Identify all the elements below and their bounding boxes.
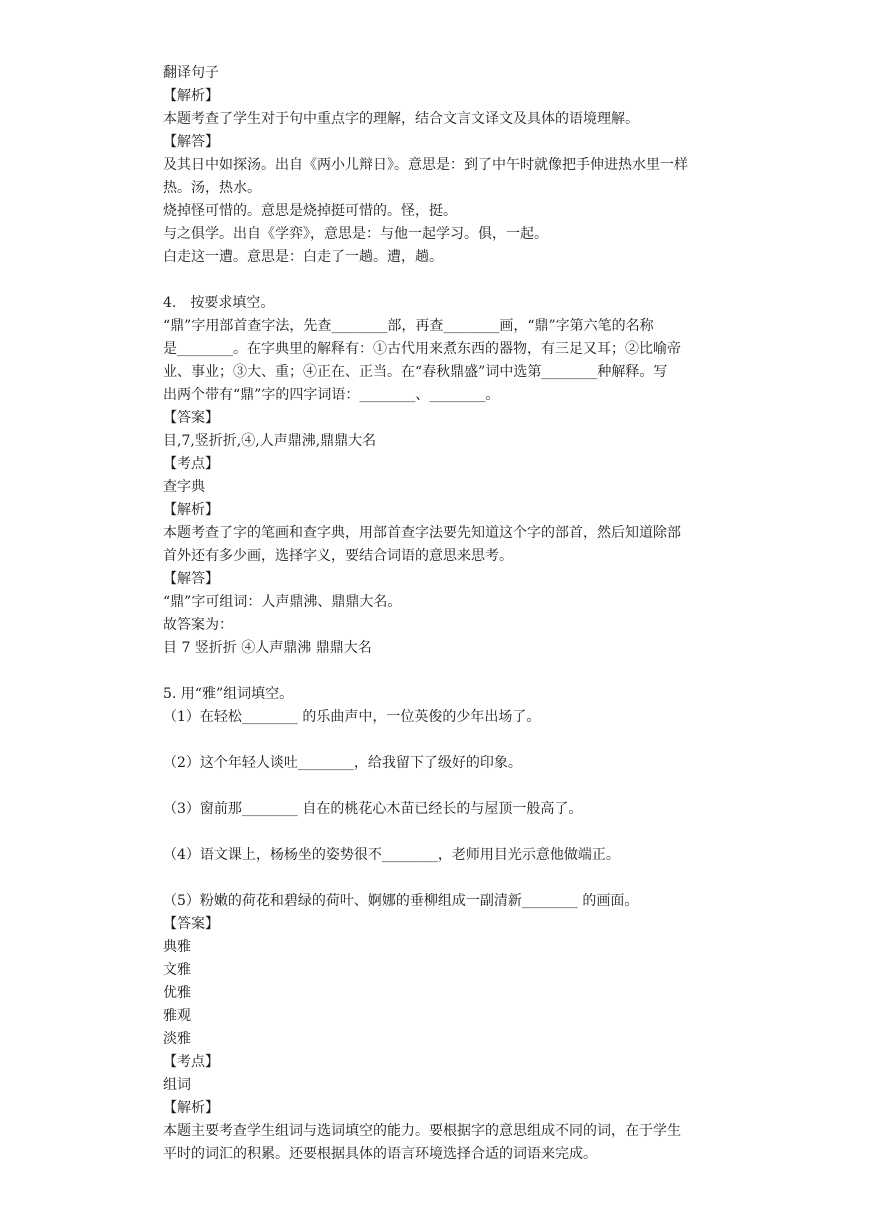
solution-label: 【解答】 <box>163 571 219 587</box>
point-label: 【考点】 <box>163 456 219 472</box>
answer-label: 【答案】 <box>163 916 219 932</box>
answer-text: 优雅 <box>163 985 191 1001</box>
point-text: 查字典 <box>163 479 205 495</box>
question-5-item: （3）窗前那________ 自在的桃花心木苗已经长的与屋顶一般高了。 <box>163 801 583 817</box>
analysis-line: 本题考查了字的笔画和查字典，用部首查字法要先知道这个字的部首，然后知道除部 <box>163 525 681 541</box>
answer-text: 文雅 <box>163 962 191 978</box>
solution-line: 热。汤，热水。 <box>163 180 261 196</box>
solution-line: 故答案为： <box>163 617 233 633</box>
solution-line: 烧掉怪可惜的。意思是烧掉挺可惜的。怪，挺。 <box>163 203 457 219</box>
solution-line: 白走这一遭。意思是：白走了一趟。遭，趟。 <box>163 249 443 265</box>
point-text: 组词 <box>163 1077 191 1093</box>
point-label: 【考点】 <box>163 1054 219 1070</box>
solution-line: 及其日中如探汤。出自《两小儿辩日》。意思是：到了中午时就像把手伸进热水里一样 <box>163 157 688 173</box>
analysis-label: 【解析】 <box>163 1100 219 1116</box>
answer-text: 雅观 <box>163 1008 191 1024</box>
solution-line: 与之俱学。出自《学弈》，意思是：与他一起学习。俱，一起。 <box>163 226 548 242</box>
answer-label: 【答案】 <box>163 410 219 426</box>
question-5-item: （1）在轻松________ 的乐曲声中，一位英俊的少年出场了。 <box>163 709 541 725</box>
question-5-title: 5. 用“雅”组词填空。 <box>163 686 294 702</box>
question-4-line: 业、事业；③大、重；④正在、正当。在“春秋鼎盛”词中选第________种解释。写 <box>163 364 668 380</box>
question-4-line: “鼎”字用部首查字法，先查________部，再查________画，“鼎”字第六笔的名称 <box>163 318 654 334</box>
solution-line: 目 7 竖折折 ④人声鼎沸 鼎鼎大名 <box>163 640 372 656</box>
analysis-line: 平时的词汇的积累。还要根据具体的语言环境选择合适的词语来完成。 <box>163 1146 597 1162</box>
solution-label: 【解答】 <box>163 134 219 150</box>
analysis-label: 【解析】 <box>163 502 219 518</box>
question-4-line: 是________。在字典里的解释有：①古代用来煮东西的器物，有三足又耳；②比喻帝 <box>163 341 681 357</box>
solution-line: “鼎”字可组词：人声鼎沸、鼎鼎大名。 <box>163 594 402 610</box>
analysis-line: 首外还有多少画，选择字义，要结合词语的意思来思考。 <box>163 548 513 564</box>
document-body <box>163 62 753 1166</box>
question-4-line: 出两个带有“鼎”字的四字词语：________、________。 <box>163 387 500 403</box>
answer-text: 目,7,竖折折,④,人声鼎沸,鼎鼎大名 <box>163 433 377 449</box>
analysis-text: 本题考查了学生对于句中重点字的理解，结合文言文译文及具体的语境理解。 <box>163 111 639 127</box>
question-5-item: （2）这个年轻人谈吐________，给我留下了级好的印象。 <box>163 755 522 771</box>
answer-text: 淡雅 <box>163 1031 191 1047</box>
question-4-title: 4. 按要求填空。 <box>163 295 275 311</box>
question-5-item: （4）语文课上，杨杨坐的姿势很不________，老师用目光示意他做端正。 <box>163 847 620 863</box>
analysis-line: 本题主要考查学生组词与选词填空的能力。要根据字的意思组成不同的词，在于学生 <box>163 1123 681 1139</box>
question-5-item: （5）粉嫩的荷花和碧绿的荷叶、婀娜的垂柳组成一副清新________ 的画面。 <box>163 893 639 909</box>
answer-text: 典雅 <box>163 939 191 955</box>
analysis-label: 【解析】 <box>163 88 219 104</box>
section-title: 翻译句子 <box>163 65 219 81</box>
